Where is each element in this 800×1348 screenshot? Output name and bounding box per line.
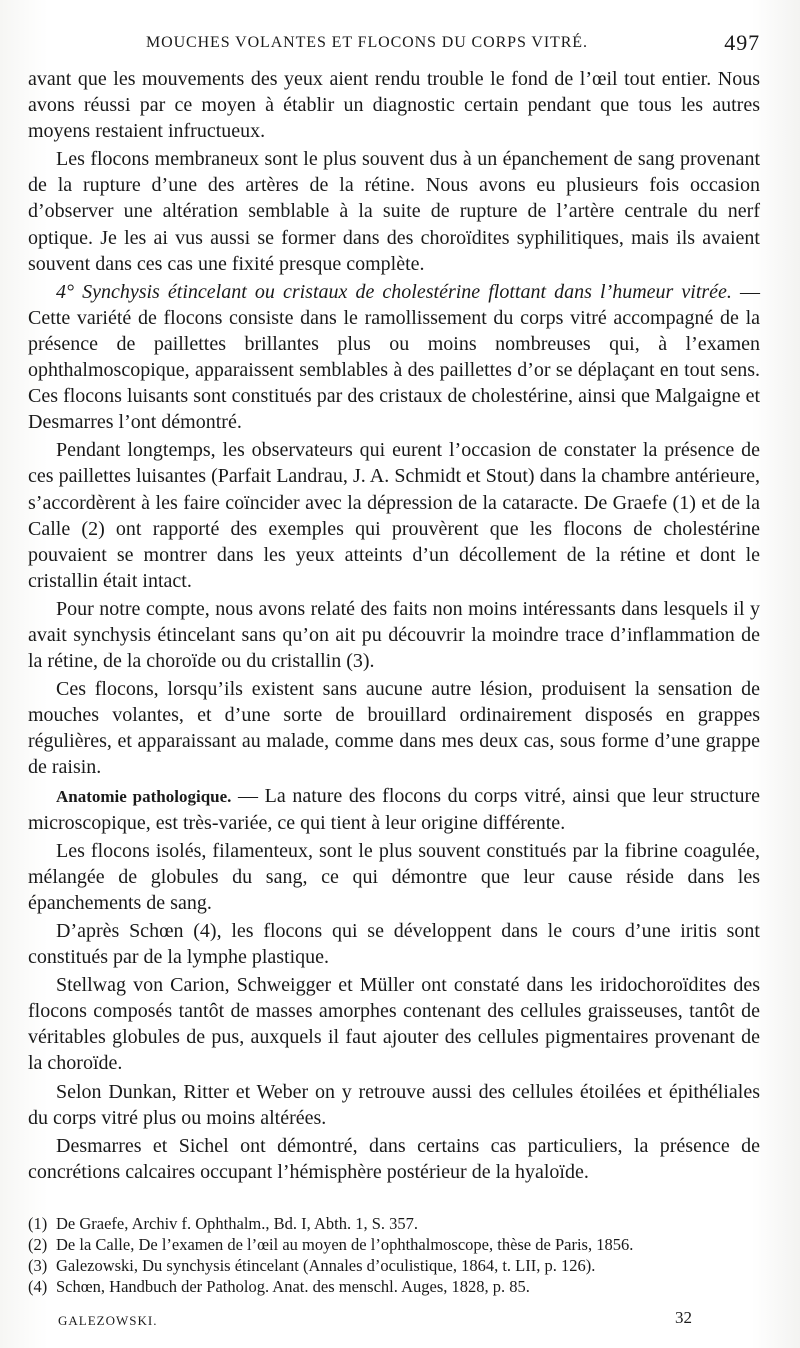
paragraph: Les flocons isolés, filamenteux, sont le plus souvent constitués par la fibrine coagulée, mélangée de globules du sang, ce qui démontre que leur cause réside dans les épanchements de sang.	[28, 839, 760, 914]
footnote-text: Galezowski, Du synchysis étincelant (Annales d’oculistique, 1864, t. LII, p. 126).	[56, 1255, 596, 1275]
paragraph: avant que les mouvements des yeux aient rendu trouble le fond de l’œil tout entier. Nous avons réussi par ce moyen à établir un diagnostic certain pendant que tous les autres moyens restaient infructueux.	[28, 68, 760, 143]
footnote-text: Schœn, Handbuch der Patholog. Anat. des menschl. Auges, 1828, p. 85.	[56, 1276, 530, 1296]
paragraph: Desmarres et Sichel ont démontré, dans certains cas particuliers, la présence de concrétions calcaires occupant l’hémisphère postérieur de la hyaloïde.	[28, 1134, 760, 1183]
footnote-text: De Graefe, Archiv f. Ophthalm., Bd. I, Abth. 1, S. 357.	[56, 1213, 419, 1233]
paragraph	[28, 783, 760, 836]
page-number: 497	[724, 30, 760, 55]
signature-number: 32	[675, 1308, 692, 1327]
printer-signature: GALEZOWSKI.	[58, 1313, 158, 1328]
paragraph: Pour notre compte, nous avons relaté des faits non moins intéressants dans lesquels il y avait synchysis étincelant sans qu’on ait pu découvrir la moindre trace d’inflammation de la rétine, de la choroïde ou du cristallin (3).	[28, 597, 760, 673]
footnote-number: (1)	[28, 1213, 48, 1233]
paragraph-text: — La nature des flocons du corps vitré, ainsi que leur structure microscopique, est très-variée, ce qui tient à leur origine différente.	[28, 784, 760, 834]
paragraph: Selon Dunkan, Ritter et Weber on y retrouve aussi des cellules étoilées et épithéliales du corps vitré plus ou moins altérées.	[28, 1080, 760, 1129]
paragraph	[28, 279, 760, 436]
section-heading: Anatomie pathologique.	[56, 786, 232, 806]
footnotes	[28, 1205, 760, 1297]
footnote	[28, 1213, 760, 1234]
paragraph-text: — Cette variété de flocons consiste dans le ramollissement du corps vitré accompagné de la présence de paillettes brillantes plus ou moins nombreuses qui, à l’examen ophthalmoscopique, apparaissent semblables à des paillettes d’or se déplaçant en tout sens. Ces flocons luisants sont constitués par des cristaux de cholestérine, ainsi que Malgaigne et Desmarres l’ont démontré.	[28, 280, 761, 434]
footnote-number: (3)	[28, 1255, 48, 1275]
body-text	[28, 66, 760, 1185]
running-head	[28, 30, 760, 60]
subsection-heading: 4° Synchysis étincelant ou cristaux de cholestérine flottant dans l’humeur vitrée.	[56, 280, 732, 303]
footnote-text: De la Calle, De l’examen de l’œil au moyen de l’ophthalmoscope, thèse de Paris, 1856.	[56, 1234, 634, 1254]
paragraph: Stellwag von Carion, Schweigger et Müller ont constaté dans les iridochoroïdites des flocons composés tantôt de masses amorphes contenant des cellules graisseuses, tantôt de véritables globules de pus, auxquels il faut ajouter des cellules pigmentaires provenant de la choroïde.	[28, 974, 760, 1075]
footnote	[28, 1276, 760, 1297]
paragraph: D’après Schœn (4), les flocons qui se développent dans le cours d’une iritis sont constitués par de la lymphe plastique.	[28, 920, 760, 969]
running-title: MOUCHES VOLANTES ET FLOCONS DU CORPS VITRÉ.	[146, 34, 588, 51]
paragraph: Ces flocons, lorsqu’ils existent sans aucune autre lésion, produisent la sensation de mouches volantes, et d’une sorte de brouillard ordinairement disposés en grappes régulières, et apparaissant au malade, comme dans mes deux cas, sous forme d’une grappe de raisin.	[28, 678, 760, 779]
paragraph: Les flocons membraneux sont le plus souvent dus à un épanchement de sang provenant de la rupture d’une des artères de la rétine. Nous avons eu plusieurs fois occasion d’observer une altération semblable à la suite de rupture de l’artère centrale du nerf optique. Je les ai vus aussi se former dans des choroïdites syphilitiques, mais ils avaient souvent dans ces cas une fixité presque complète.	[28, 148, 760, 275]
footnote-number: (2)	[28, 1234, 48, 1254]
footnote	[28, 1234, 760, 1255]
paragraph: Pendant longtemps, les observateurs qui eurent l’occasion de constater la présence de ces paillettes luisantes (Parfait Landrau, J. A. Schmidt et Stout) dans la chambre antérieure, s’accordèrent à les faire coïncider avec la dépression de la cataracte. De Graefe (1) et de la Calle (2) ont rapporté des exemples qui prouvèrent que les flocons de cholestérine pouvaient se montrer dans les yeux atteints d’un décollement de la rétine et dont le cristallin était intact.	[28, 439, 760, 592]
footnote	[28, 1255, 760, 1276]
footnote-number: (4)	[28, 1276, 48, 1296]
